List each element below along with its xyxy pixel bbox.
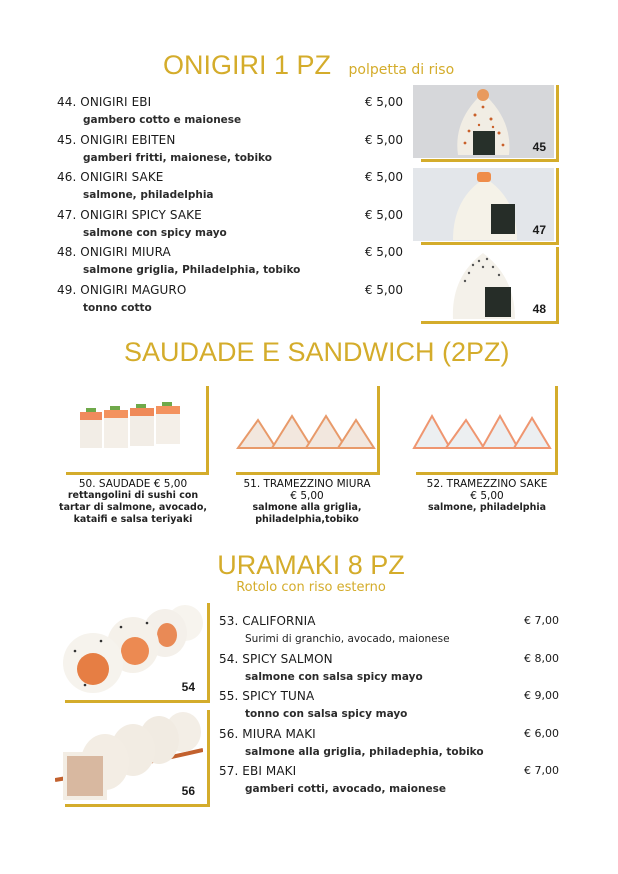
uramaki-list (219, 614, 559, 802)
item-description: Surimi di granchio, avocado, maionese (245, 633, 450, 645)
photo-label: 54 (181, 680, 195, 694)
card-description-line: tartar di salmone, avocado, (59, 502, 207, 513)
photo-label: 45 (532, 140, 546, 154)
card-description-line: salmone, philadelphia (427, 502, 547, 513)
photo-label: 47 (532, 223, 546, 237)
item-description: salmone griglia, Philadelphia, tobiko (83, 264, 301, 276)
saudade-section-title: SAUDADE E SANDWICH (2PZ) (124, 337, 510, 367)
card-description-line: rettangolini di sushi con (67, 490, 199, 501)
item-price: € 8,00 (524, 651, 559, 665)
item-price: € 5,00 (364, 95, 403, 109)
tramezzino-miura-card (222, 478, 392, 526)
photo-label: 56 (181, 784, 195, 798)
uramaki-title: URAMAKI 8 PZ (217, 550, 405, 580)
menu-item (57, 133, 403, 171)
menu-item (57, 283, 403, 321)
onigiri-spicy-sake-photo (413, 168, 554, 241)
item-description: salmone con salsa spicy mayo (245, 670, 423, 683)
menu-item (57, 208, 403, 246)
item-name: 53. CALIFORNIA (219, 614, 316, 628)
item-price: € 7,00 (524, 614, 559, 627)
miura-maki-photo (55, 710, 203, 802)
photo-label: 48 (532, 302, 546, 316)
item-price: € 6,00 (524, 726, 559, 740)
card-description-line: salmone alla griglia, (252, 502, 362, 513)
saudade-card (48, 478, 218, 526)
onigiri-list (57, 95, 403, 320)
item-name: 57. EBI MAKI (219, 764, 297, 778)
item-price: € 5,00 (364, 282, 403, 297)
menu-item (219, 652, 559, 690)
item-price: € 7,00 (524, 764, 559, 777)
item-price: € 5,00 (364, 132, 403, 147)
onigiri-title: ONIGIRI 1 PZ (163, 50, 332, 80)
spicy-salmon-photo (55, 603, 203, 698)
item-description: gamberi cotti, avocado, maionese (245, 783, 446, 795)
onigiri-subtitle: polpetta di riso (348, 62, 455, 78)
item-description: salmone alla griglia, philadephia, tobiko (245, 745, 484, 758)
menu-item (219, 764, 559, 802)
item-description: salmone, philadelphia (83, 189, 214, 201)
item-description: salmone con spicy mayo (83, 226, 227, 239)
tramezzino-sake-photo (410, 386, 552, 470)
item-price: € 5,00 (364, 170, 403, 184)
menu-item (57, 95, 403, 133)
item-name: 44. ONIGIRI EBI (57, 95, 152, 109)
menu-item (219, 689, 559, 727)
item-name: 55. SPICY TUNA (219, 689, 315, 703)
tramezzino-sake-image (410, 386, 552, 470)
item-name: 46. ONIGIRI SAKE (57, 170, 164, 184)
item-name: 48. ONIGIRI MIURA (57, 245, 171, 259)
item-price: € 9,00 (524, 689, 559, 702)
item-name: 45. ONIGIRI EBITEN (57, 132, 176, 147)
item-name: 49. ONIGIRI MAGURO (57, 282, 187, 297)
uramaki-subtitle: Rotolo con riso esterno (236, 580, 386, 595)
item-name: 47. ONIGIRI SPICY SAKE (57, 207, 202, 222)
card-description-line: philadelphia,tobiko (255, 514, 359, 525)
card-title: 52. TRAMEZZINO SAKE (426, 478, 548, 490)
item-description: gambero cotto e maionese (83, 114, 242, 126)
menu-item (219, 727, 559, 765)
item-name: 56. MIURA MAKI (219, 726, 316, 741)
card-description-line: kataifi e salsa teriyaki (73, 514, 193, 525)
menu-item (219, 614, 559, 652)
menu-item (57, 170, 403, 208)
onigiri-miura-photo (413, 247, 554, 320)
saudade-image (62, 386, 205, 470)
item-description: gamberi fritti, maionese, tobiko (83, 151, 272, 164)
onigiri-section-title (163, 50, 454, 81)
onigiri-ebiten-photo (413, 85, 554, 158)
saudade-photo (62, 386, 205, 470)
card-price: € 5,00 (470, 490, 504, 502)
card-price: € 5,00 (290, 490, 324, 502)
menu-item (57, 245, 403, 283)
item-description: tonno con salsa spicy mayo (245, 708, 408, 720)
item-price: € 5,00 (364, 245, 403, 259)
uramaki-section-title (213, 550, 409, 596)
item-description: tonno cotto (83, 301, 152, 314)
tramezzino-miura-photo (232, 386, 376, 470)
card-title: 51. TRAMEZZINO MIURA (243, 478, 371, 490)
tramezzino-sake-card (402, 478, 572, 514)
card-title: 50. SAUDADE € 5,00 (78, 478, 188, 490)
item-price: € 5,00 (364, 207, 403, 222)
item-name: 54. SPICY SALMON (219, 651, 333, 666)
tramezzino-miura-image (232, 386, 376, 470)
